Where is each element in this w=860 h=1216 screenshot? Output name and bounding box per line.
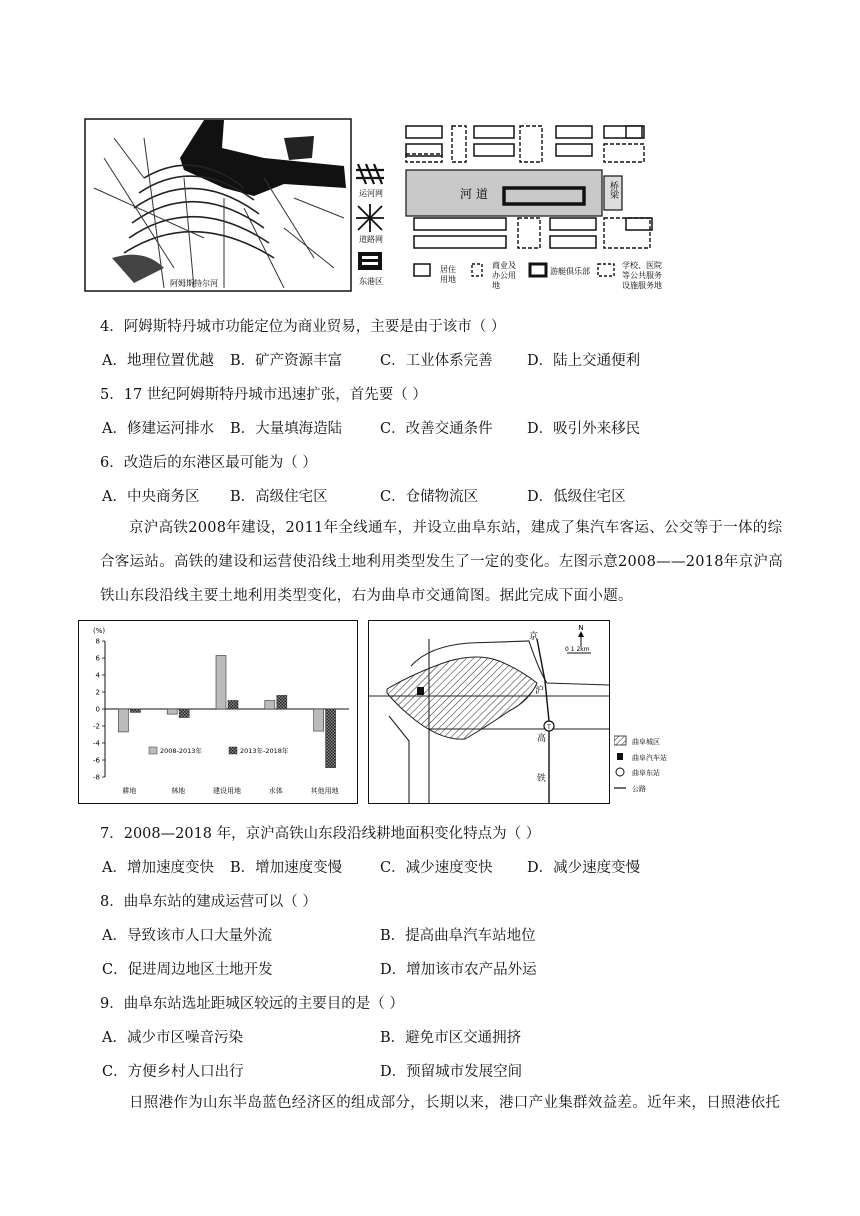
east-port-label: 东港区 xyxy=(359,277,383,286)
railway-gao-label: 高 xyxy=(537,734,547,744)
legend-label: 2013年-2018年 xyxy=(240,747,289,755)
amstel-river-label: 阿姆斯特尔河 xyxy=(170,279,218,288)
option-d[interactable]: D．低级住宅区 xyxy=(527,489,626,505)
bar-series1 xyxy=(314,709,324,731)
option-c[interactable]: C．方便乡村人口出行 xyxy=(102,1064,244,1080)
y-tick-label: 6 xyxy=(95,654,100,663)
option-c[interactable]: C．仓储物流区 xyxy=(380,489,479,505)
y-tick-label: -2 xyxy=(93,722,100,731)
y-tick-label: 0 xyxy=(95,705,100,714)
bar-series2 xyxy=(130,709,140,712)
option-c[interactable]: C．减少速度变快 xyxy=(380,860,493,876)
north-arrow-icon xyxy=(578,631,584,647)
option-a[interactable]: A．中央商务区 xyxy=(102,489,200,505)
option-a[interactable]: A．修建运河排水 xyxy=(102,421,214,437)
qufu-traffic-map xyxy=(368,620,610,804)
amsterdam-map-legend xyxy=(352,160,390,290)
bar-series1 xyxy=(167,709,177,714)
public-service-legend-label: 学校、医院等公共服务设施服务地 xyxy=(622,261,662,290)
option-b[interactable]: B．提高曲阜汽车站地位 xyxy=(380,928,536,944)
option-c[interactable]: C．改善交通条件 xyxy=(380,421,493,437)
land-use-chart xyxy=(78,620,358,804)
residential-legend-icon xyxy=(414,264,430,276)
bar-series2 xyxy=(179,709,189,718)
question-stem: 4．阿姆斯特丹城市功能定位为商业贸易，主要是由于该市（ ） xyxy=(100,319,506,335)
qufu-bus-station-marker xyxy=(417,687,424,695)
canal-network-label: 运河网 xyxy=(359,189,383,198)
qufu-map-legend xyxy=(614,735,714,801)
option-a[interactable]: A．减少市区噪音污染 xyxy=(102,1030,243,1046)
amsterdam-map-figure xyxy=(84,118,352,292)
option-a[interactable]: A．增加速度变快 xyxy=(102,860,214,876)
river-label: 河 道 xyxy=(460,187,488,201)
option-d[interactable]: D．预留城市发展空间 xyxy=(380,1064,523,1080)
qufu-city-area xyxy=(387,657,537,739)
north-label: N xyxy=(578,624,584,632)
bar-series1 xyxy=(216,655,226,709)
option-b[interactable]: B．大量填海造陆 xyxy=(230,421,343,437)
bar-series2 xyxy=(326,709,336,768)
commercial-legend-icon xyxy=(472,264,482,276)
railway-tie-label: 铁 xyxy=(537,774,547,784)
bar-series1 xyxy=(118,709,128,732)
land-use-bar-chart xyxy=(79,621,357,803)
option-b[interactable]: B．高级住宅区 xyxy=(230,489,328,505)
y-tick-label: 4 xyxy=(95,671,100,680)
question-stem: 9．曲阜东站选址距城区较远的主要目的是（ ） xyxy=(100,996,404,1012)
y-tick-label: -4 xyxy=(93,739,100,748)
option-a[interactable]: A．导致该市人口大量外流 xyxy=(102,928,272,944)
legend-road: 公路 xyxy=(632,785,646,793)
option-d[interactable]: D．陆上交通便利 xyxy=(527,353,641,369)
y-axis-unit: (%) xyxy=(93,627,106,635)
option-d[interactable]: D．减少速度变慢 xyxy=(527,860,641,876)
x-category-label: 建设用地 xyxy=(213,787,241,795)
option-b[interactable]: B．增加速度变慢 xyxy=(230,860,343,876)
bar-series2 xyxy=(228,701,238,710)
question-stem: 5．17 世纪阿姆斯特丹城市迅速扩张，首先要（ ） xyxy=(100,387,427,403)
option-c[interactable]: C．促进周边地区土地开发 xyxy=(102,962,273,978)
yacht-club-legend-label: 游艇俱乐部 xyxy=(550,267,590,276)
bridge-label: 桥梁 xyxy=(608,181,618,199)
y-tick-label: -6 xyxy=(93,756,100,765)
legend-swatch xyxy=(229,747,237,754)
option-c[interactable]: C．工业体系完善 xyxy=(380,353,493,369)
legend-east-station: 曲阜东站 xyxy=(632,769,660,777)
x-category-label: 耕地 xyxy=(122,787,137,795)
legend-city-area: 曲阜城区 xyxy=(632,738,660,746)
railway-jing-label: 京 xyxy=(529,632,539,642)
east-port-layout xyxy=(400,118,684,296)
yacht-club-legend-icon xyxy=(530,264,546,276)
railway-hu-label: 沪 xyxy=(535,686,545,696)
question-stem: 6．改造后的东港区最可能为（ ） xyxy=(100,455,317,471)
bus-station-legend-icon xyxy=(617,753,623,760)
residential-legend-label: 居住用地 xyxy=(440,265,456,284)
question-stem: 8．曲阜东站的建成运营可以（ ） xyxy=(100,894,317,910)
x-category-label: 林地 xyxy=(171,787,186,795)
road-network-label: 道路网 xyxy=(359,235,383,244)
option-a[interactable]: A．地理位置优越 xyxy=(102,353,214,369)
option-b[interactable]: B．避免市区交通拥挤 xyxy=(380,1030,522,1046)
scale-label: 0 1 2km xyxy=(565,646,590,653)
x-category-label: 其他用地 xyxy=(310,787,339,795)
legend-bus-station: 曲阜汽车站 xyxy=(632,754,667,762)
x-category-label: 水体 xyxy=(268,787,283,795)
public-service-legend-icon xyxy=(598,264,614,276)
amsterdam-map xyxy=(84,118,352,292)
legend-swatch xyxy=(149,747,157,754)
y-tick-label: -8 xyxy=(93,773,100,782)
commercial-legend-label: 商业及办公用地 xyxy=(492,261,516,290)
y-tick-label: 2 xyxy=(95,688,100,697)
option-b[interactable]: B．矿产资源丰富 xyxy=(230,353,343,369)
question-stem: 7．2008—2018 年，京沪高铁山东段沿线耕地面积变化特点为（ ） xyxy=(100,826,541,842)
city-area-legend-icon xyxy=(614,736,626,745)
bar-series2 xyxy=(277,695,287,709)
legend-label: 2008-2013年 xyxy=(160,747,202,755)
passage-rizhao-port: 日照港作为山东半岛蓝色经济区的组成部分，长期以来，港口产业集群效益差。近年来，日照港依托 xyxy=(129,1095,781,1111)
east-station-legend-icon xyxy=(616,768,624,776)
station-symbol: T xyxy=(547,724,551,731)
road-network-icon xyxy=(356,204,384,232)
bar-series1 xyxy=(265,701,275,710)
option-d[interactable]: D．增加该市农产品外运 xyxy=(380,962,537,978)
option-d[interactable]: D．吸引外来移民 xyxy=(527,421,641,437)
passage-high-speed-rail: 京沪高铁2008年建设，2011年全线通车，并设立曲阜东站，建成了集汽车客运、公交等于一体的综合客运站。高铁的建设和运营使沿线土地利用类型发生了一定的变化。左图示意2008——2018年京沪高铁山东段沿线主要土地利用类型变化，右为曲阜市交通简图。据此完成下面小题。 xyxy=(100,520,783,604)
y-tick-label: 8 xyxy=(95,637,100,646)
canal-network-icon xyxy=(356,164,384,184)
east-port-icon xyxy=(358,252,382,270)
